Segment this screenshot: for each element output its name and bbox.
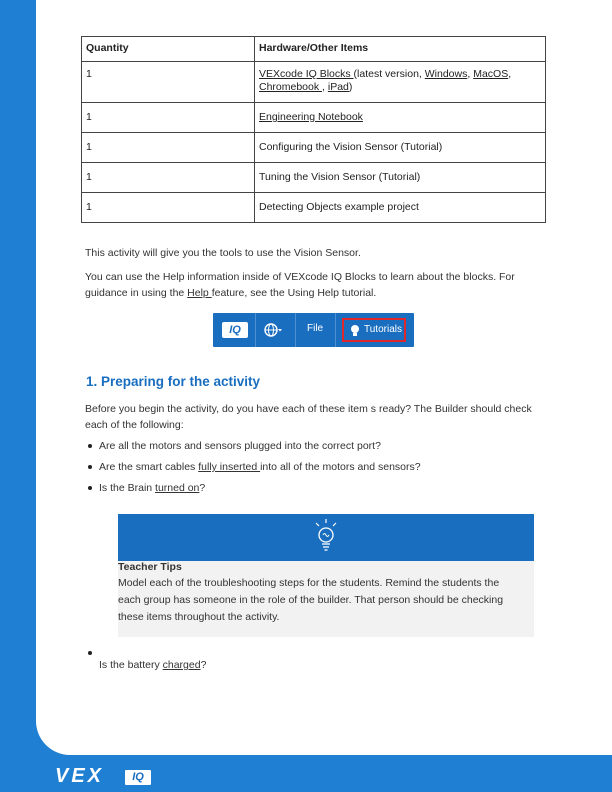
row-qty: 1 (82, 163, 255, 193)
turned-on-link[interactable]: turned on (155, 482, 200, 494)
document-page (36, 0, 612, 755)
checklist-item-brain (99, 480, 205, 496)
lightbulb-icon (311, 518, 341, 554)
intro-text: You can use the Help information inside of VEXcode IQ Blocks to learn about the blocks. For guidance in using the (85, 271, 515, 299)
item-text: Is the battery (99, 659, 163, 671)
vex-iq-logo (55, 763, 155, 789)
engineering-notebook-link[interactable]: Engineering Notebook (259, 111, 363, 123)
header-items: Hardware/Other Items (255, 37, 546, 62)
tutorials-button[interactable] (342, 318, 406, 342)
table-row (82, 133, 546, 163)
row-qty: 1 (82, 103, 255, 133)
teacher-tips-title: Teacher Tips (118, 561, 182, 573)
header-quantity: Quantity (82, 37, 255, 62)
row-qty: 1 (82, 133, 255, 163)
row-text: , (322, 81, 328, 93)
row-item (255, 62, 546, 103)
row-qty: 1 (82, 193, 255, 223)
item-text: Is the Brain (99, 482, 156, 494)
row-text: , (508, 68, 512, 80)
intro-paragraph-1: This activity will give you the tools to use the Vision Sensor. (85, 247, 361, 259)
intro-text: feature, see the Using Help tutorial. (211, 287, 377, 299)
row-text: (latest version, (353, 68, 425, 80)
toolbar-divider (335, 313, 336, 347)
file-menu[interactable]: File (307, 323, 324, 334)
globe-icon (264, 321, 282, 339)
iq-badge: IQ (125, 770, 151, 785)
row-text: ) (348, 81, 353, 93)
row-item: Detecting Objects example project (255, 193, 546, 223)
table-header-row (82, 37, 546, 62)
lightbulb-icon (349, 324, 361, 337)
toolbar-divider (255, 313, 256, 347)
checklist-item-cables (99, 459, 421, 475)
section-lead: Before you begin the activity, do you have each of these item s ready? The Builder should check each of the following: (85, 403, 532, 431)
toolbar-divider (295, 313, 296, 347)
macos-link[interactable]: MacOS (473, 68, 509, 80)
ipad-link[interactable]: iPad (327, 81, 349, 93)
row-item: Configuring the Vision Sensor (Tutorial) (255, 133, 546, 163)
item-text: Are the smart cables (99, 461, 199, 473)
item-text: into all of the motors and sensors? (260, 461, 421, 473)
checklist-item-ports: Are all the motors and sensors plugged into the correct port? (99, 440, 381, 452)
help-link[interactable]: Help (187, 287, 212, 299)
row-text: , (467, 68, 474, 80)
bullet-dot (88, 444, 92, 448)
item-text: ? (199, 482, 206, 494)
intro-paragraph-2 (85, 269, 547, 301)
table-row (82, 62, 546, 103)
teacher-tips-text: Model each of the troubleshooting steps for the students. Remind the students the each group has someone in the role of the builder. That person should be checking these items throughout the activity. (118, 577, 504, 623)
tutorials-label: Tutorials (364, 324, 402, 335)
row-item (255, 103, 546, 133)
iq-logo: IQ (222, 322, 248, 338)
checklist-item-battery (99, 657, 206, 673)
row-qty: 1 (82, 62, 255, 103)
teacher-tips-header (118, 514, 534, 561)
table-row (82, 193, 546, 223)
windows-link[interactable]: Windows (424, 68, 468, 80)
fully-inserted-link[interactable]: fully inserted (198, 461, 261, 473)
bullet-dot (88, 486, 92, 490)
row-item: Tuning the Vision Sensor (Tutorial) (255, 163, 546, 193)
bullet-dot (88, 465, 92, 469)
vexcode-link[interactable]: VEXcode IQ Blocks (259, 68, 354, 80)
item-text: ? (200, 659, 207, 671)
charged-link[interactable]: charged (162, 659, 201, 671)
bullet-dot (88, 651, 92, 655)
materials-table (81, 36, 546, 223)
vex-wordmark: VEX (55, 765, 105, 787)
vexcode-toolbar-image (213, 313, 414, 347)
table-row (82, 103, 546, 133)
section-heading: 1. Preparing for the activity (86, 374, 261, 389)
table-row (82, 163, 546, 193)
teacher-tips-body (118, 561, 534, 637)
chromebook-link[interactable]: Chromebook (259, 81, 323, 93)
